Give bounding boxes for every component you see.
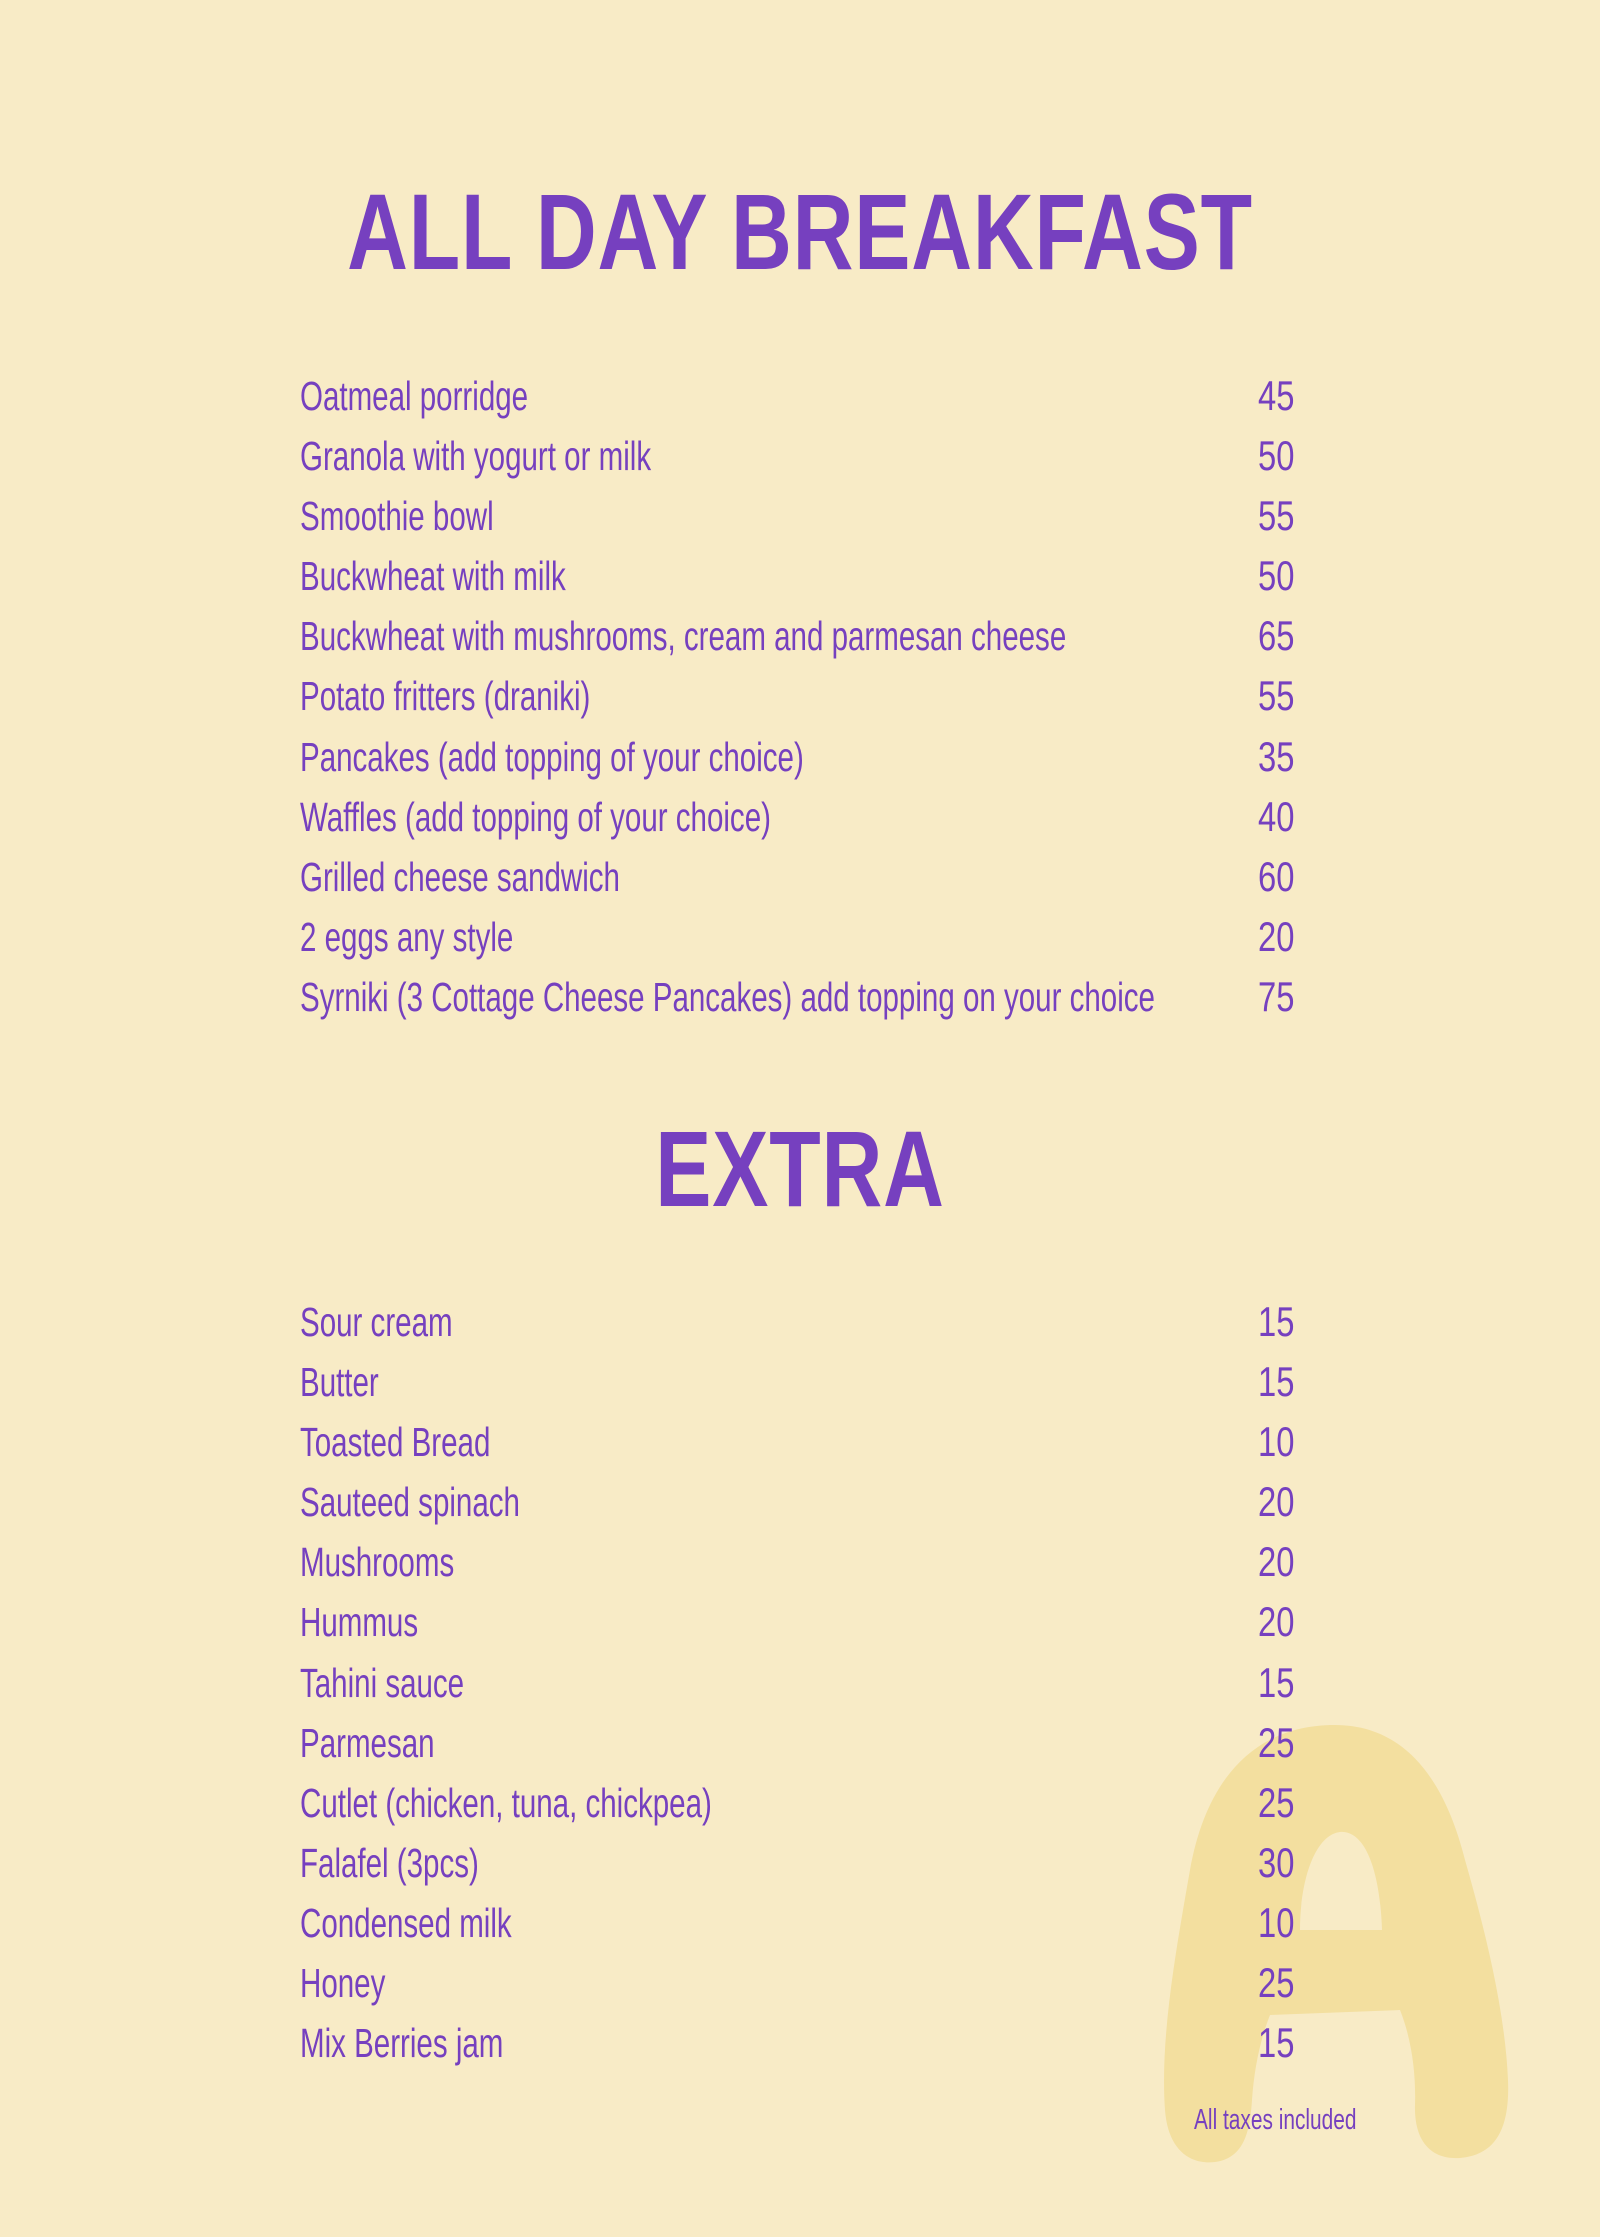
extra-menu-list [300,1292,1300,2073]
item-price: 50 [1258,552,1295,600]
menu-item [300,1833,1300,1893]
menu-item [300,727,1300,787]
menu-item [300,1532,1300,1592]
item-price: 15 [1258,1298,1295,1345]
item-price: 15 [1258,2019,1295,2067]
item-price: 40 [1258,792,1295,840]
breakfast-title: ALL DAY BREAKFAST [347,171,1253,292]
menu-item [300,366,1300,426]
menu-item [300,907,1300,967]
item-name: Condensed milk [300,1899,512,1946]
item-name: Parmesan [300,1719,435,1766]
item-name: Hummus [300,1599,419,1646]
menu-item [300,2013,1300,2073]
menu-item [300,1292,1300,1352]
item-price: 25 [1258,1778,1295,1826]
menu-item [300,1713,1300,1773]
item-name: Falafel (3pcs) [300,1839,479,1886]
menu-item [300,1953,1300,2013]
item-price: 65 [1258,612,1295,660]
menu-item [300,666,1300,726]
item-price: 20 [1258,912,1295,960]
item-price: 20 [1258,1478,1295,1526]
item-price: 35 [1258,732,1295,780]
menu-item [300,1893,1300,1953]
item-name: Oatmeal porridge [300,373,529,419]
item-name: 2 eggs any style [300,913,514,960]
item-name: Buckwheat with mushrooms, cream and parmesan cheese [300,613,1067,660]
item-price: 50 [1258,432,1295,480]
menu-item [300,1653,1300,1713]
item-name: Potato fritters (draniki) [300,673,591,720]
item-price: 45 [1258,372,1295,419]
item-price: 25 [1258,1959,1295,2007]
item-price: 15 [1258,1658,1295,1706]
item-name: Honey [300,1960,386,2007]
item-name: Mushrooms [300,1539,455,1586]
item-name: Toasted Bread [300,1419,491,1466]
item-price: 10 [1258,1898,1295,1946]
item-name: Pancakes (add topping of your choice) [300,733,804,780]
taxes-note: All taxes included [1194,2104,1357,2136]
item-price: 60 [1258,852,1295,900]
item-price: 30 [1258,1838,1295,1886]
menu-item [300,1592,1300,1652]
menu-item [300,1352,1300,1412]
item-price: 25 [1258,1718,1295,1766]
item-name: Granola with yogurt or milk [300,433,652,480]
breakfast-menu-list [300,366,1300,1027]
menu-item [300,1412,1300,1472]
menu-item [300,967,1300,1027]
item-name: Smoothie bowl [300,493,494,540]
menu-item [300,486,1300,546]
menu-item [300,426,1300,486]
menu-item [300,546,1300,606]
item-price: 20 [1258,1598,1295,1646]
menu-item [300,847,1300,907]
item-price: 55 [1258,492,1295,540]
item-name: Grilled cheese sandwich [300,853,620,900]
item-name: Buckwheat with milk [300,553,566,600]
extra-title: EXTRA [655,1108,945,1229]
item-name: Sauteed spinach [300,1479,520,1526]
item-name: Mix Berries jam [300,2020,504,2067]
menu-item [300,1773,1300,1833]
item-price: 15 [1258,1358,1295,1406]
item-name: Syrniki (3 Cottage Cheese Pancakes) add topping on your choice [300,973,1155,1020]
menu-item [300,606,1300,666]
item-price: 75 [1258,972,1295,1020]
item-name: Butter [300,1359,379,1406]
item-name: Tahini sauce [300,1659,465,1706]
item-name: Waffles (add topping of your choice) [300,793,771,840]
menu-item [300,787,1300,847]
item-name: Cutlet (chicken, tuna, chickpea) [300,1779,712,1826]
item-price: 10 [1258,1418,1295,1466]
item-name: Sour cream [300,1299,453,1345]
menu-item [300,1472,1300,1532]
item-price: 55 [1258,672,1295,720]
item-price: 20 [1258,1538,1295,1586]
